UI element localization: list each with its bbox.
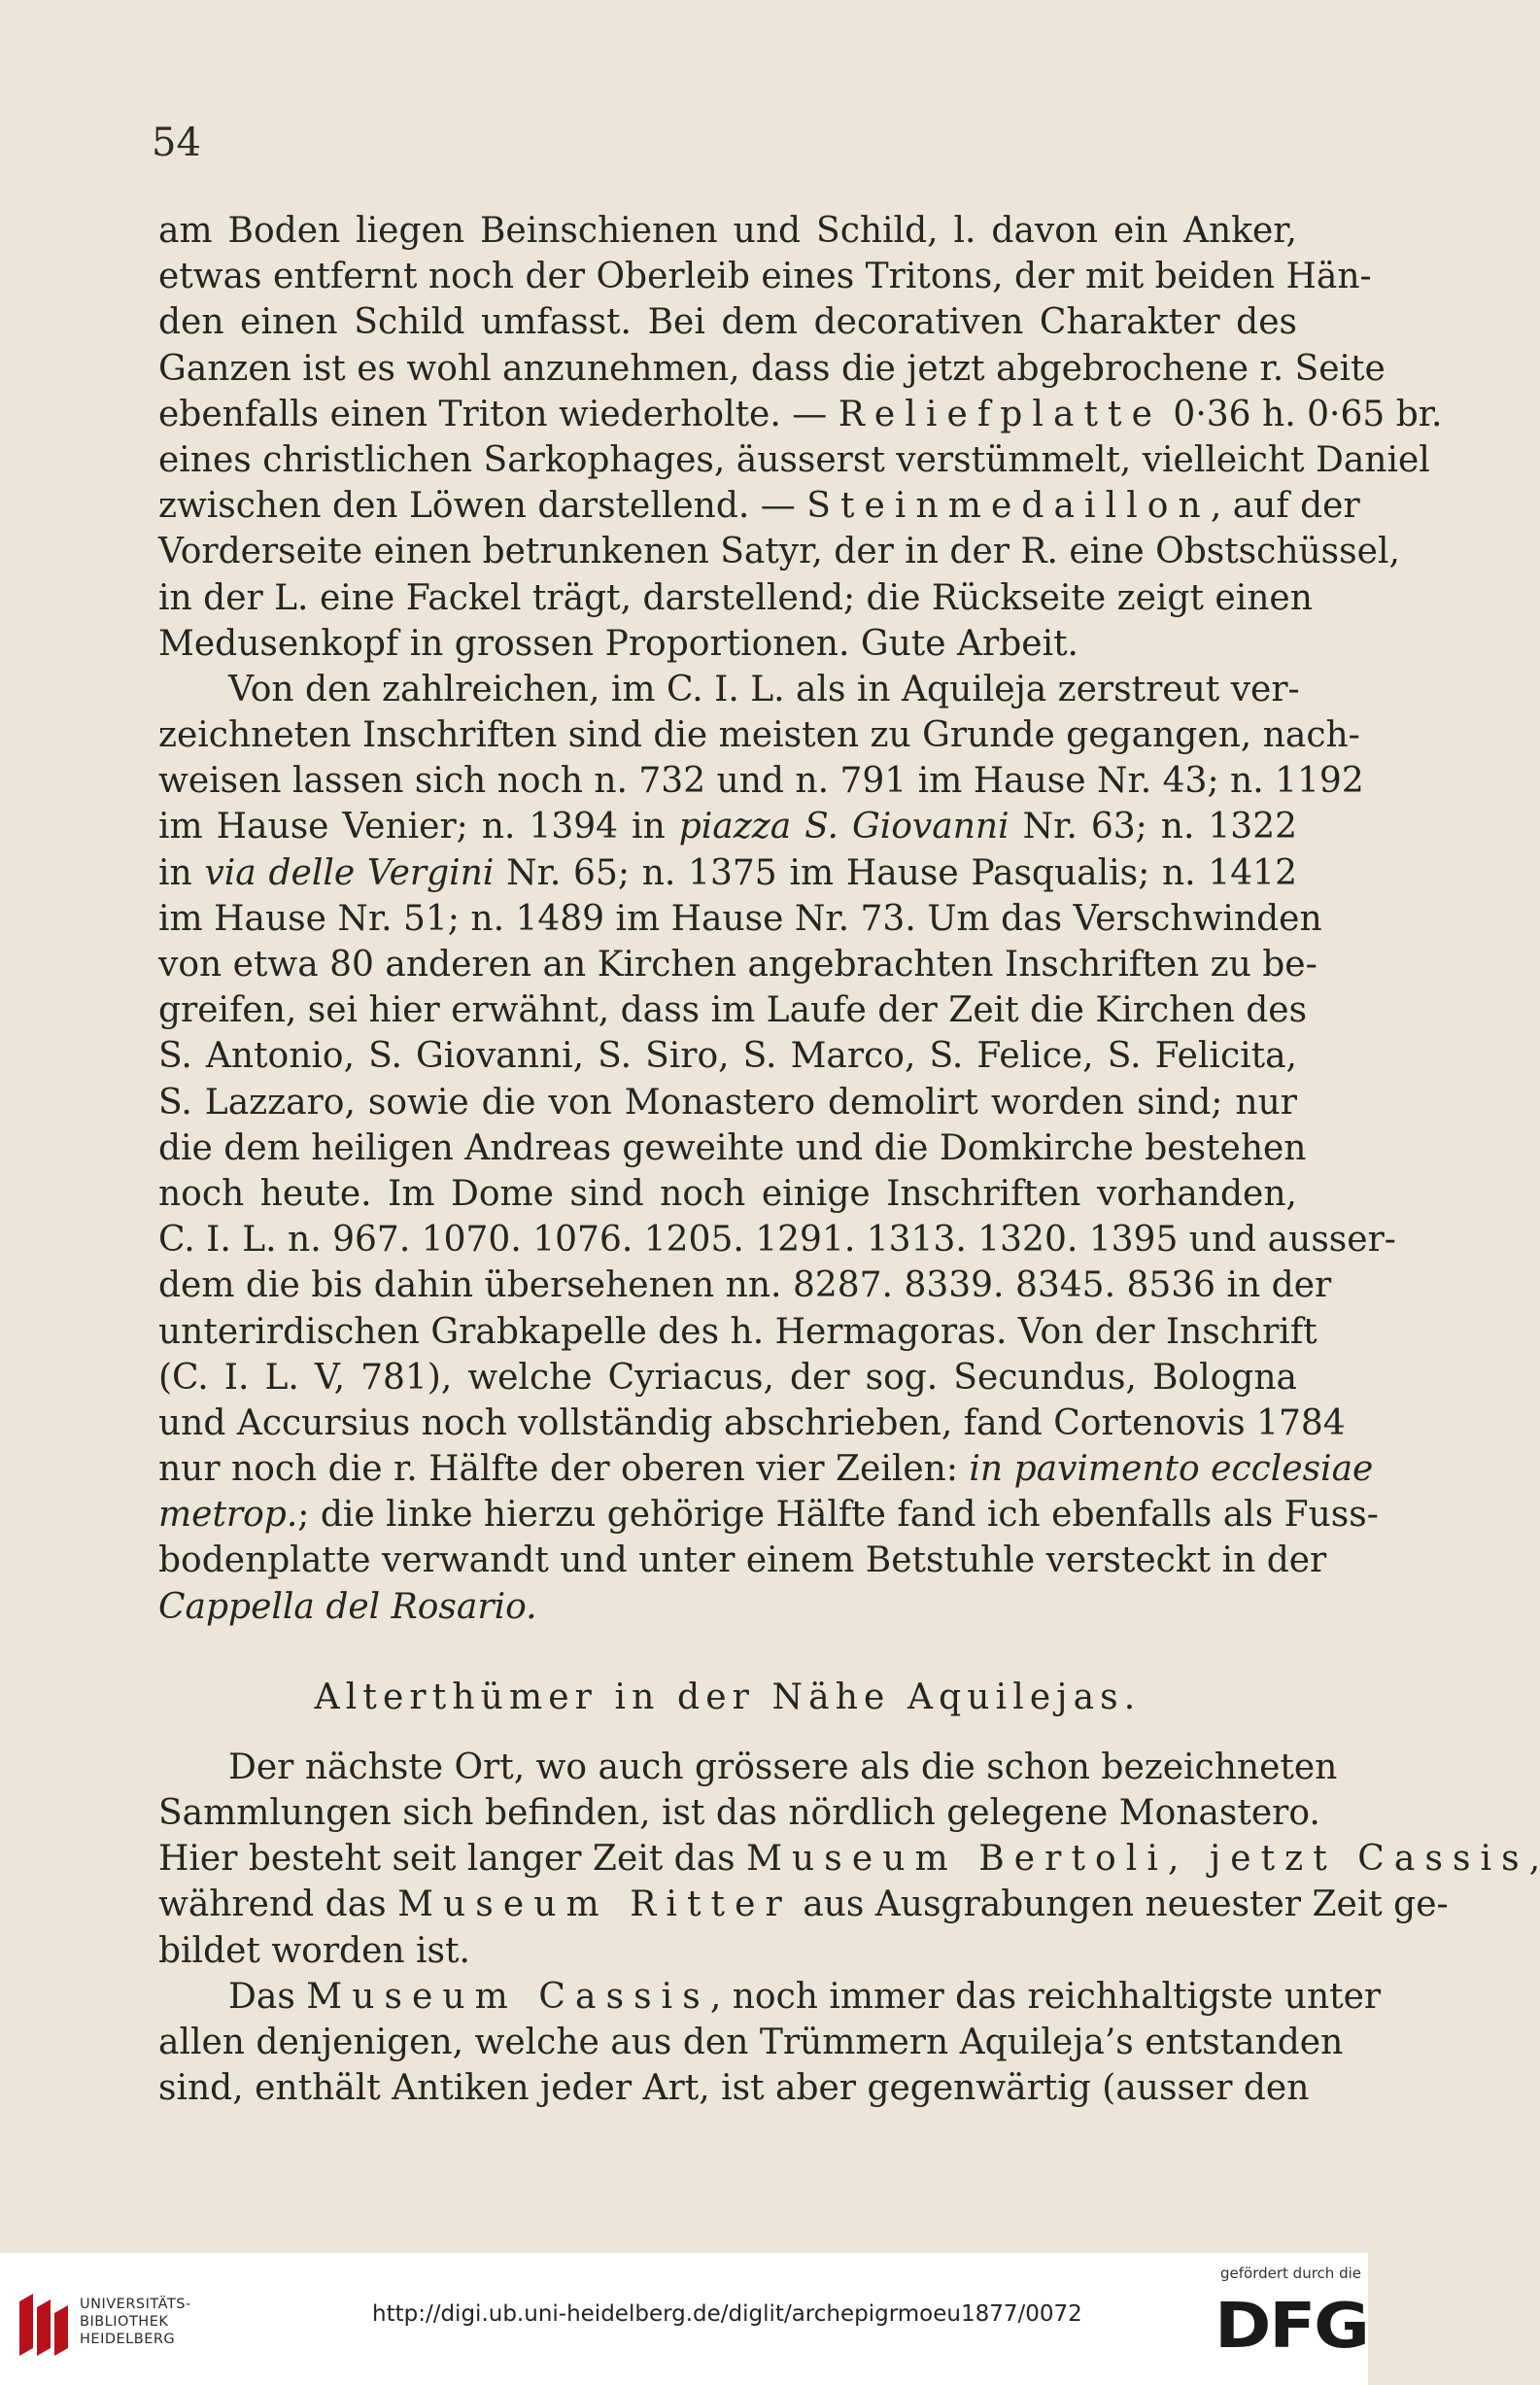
text-line: Medusenkopf in grossen Proportionen. Gute Arbeit. [158,623,1079,664]
spaced-term: Museum Bertoli, jetzt Cassis [746,1839,1529,1880]
source-url-link[interactable]: http://digi.ub.uni-heidelberg.de/diglit/archepigrmoeu1877/0072 [372,2301,1082,2327]
text-line: eines christlichen Sarkophages, äusserst verstümmelt, vielleicht Daniel [158,439,1430,480]
text-line [158,1584,1297,1630]
spaced-term: Museum Cassis [306,1976,710,2017]
body-text [158,208,1540,2111]
text-line: weisen lassen sich noch n. 732 und n. 791 im Hause Nr. 43; n. 1192 [158,761,1364,802]
text-line: (C. I. L. V, 781), welche Cyriacus, der sog. Secundus, Bologna [158,1357,1297,1398]
text-line: etwas entfernt noch der Oberleib eines Tritons, der mit beiden Hän- [158,257,1372,297]
text-line: im Hause Venier; n. 1394 in piazza S. Giovanni Nr. 63; n. 1322 [158,807,1297,847]
text-line: S. Lazzaro, sowie die von Monastero demolirt worden sind; nur [158,1082,1297,1123]
text-line: die dem heiligen Andreas geweihte und die Domkirche bestehen [158,1127,1307,1168]
text-line: Vorderseite einen betrunkenen Satyr, der in der R. eine Obstschüssel, [158,532,1400,572]
text-line: und Accursius noch vollständig abschrieben, fand Cortenovis 1784 [158,1402,1346,1443]
text-line: noch heute. Im Dome sind noch einige Inschriften vorhanden, [158,1173,1297,1214]
text-line: von etwa 80 anderen an Kirchen angebrachten Inschriften zu be- [158,945,1318,985]
text-line: allen denjenigen, welche aus den Trümmern Aquileja’s entstanden [158,2022,1344,2062]
library-logo-icon [14,2288,72,2362]
text-line: sind, enthält Antiken jeder Art, ist aber gegenwärtig (ausser den [158,2068,1310,2109]
text-line: unterirdischen Grabkapelle des h. Hermagoras. Von der Inschrift [158,1311,1318,1352]
text-line: metrop.; die linke hierzu gehörige Hälfte fand ich ebenfalls als Fuss- [158,1495,1379,1536]
text-line: Das Museum Cassis, noch immer das reichhaltigste unter [228,1976,1382,2017]
italic-term: in pavimento ecclesiae [969,1449,1374,1490]
digitization-footer [0,2253,1368,2385]
page-number: 54 [152,121,201,165]
spaced-term: Museum Ritter [397,1884,792,1925]
section-heading: Alterthümer in der Nähe Aquilejas. [314,1676,1142,1717]
text-line: bildet worden ist. [158,1930,470,1971]
text-line: C. I. L. n. 967. 1070. 1076. 1205. 1291. 1313. 1320. 1395 und ausser- [158,1220,1396,1261]
text-line: zwischen den Löwen darstellend. — Steinmedaillon, auf der [158,486,1360,527]
text-line: Ganzen ist es wohl anzunehmen, dass die jetzt abgebrochene r. Seite [158,348,1386,389]
text-line: am Boden liegen Beinschienen und Schild, l. davon ein Anker, [158,211,1297,251]
text-line: in via delle Vergini Nr. 65; n. 1375 im Hause Pasqualis; n. 1412 [158,852,1297,893]
text-line: greifen, sei hier erwähnt, dass im Laufe der Zeit die Kirchen des [158,990,1308,1031]
italic-term: via delle Vergini [204,852,495,893]
text-line: Der nächste Ort, wo auch grössere als die schon bezeichneten [228,1746,1338,1787]
funding-note: gefördert durch die [1220,2264,1361,2282]
library-name: UNIVERSITÄTS- BIBLIOTHEK HEIDELBERG [80,2297,191,2347]
text-line: Von den zahlreichen, im C. I. L. als in Aquileja zerstreut ver- [228,669,1300,709]
text-line: Hier besteht seit langer Zeit das Museum Bertoli, jetzt Cassis, [158,1839,1540,1880]
text-line: Sammlungen sich befinden, ist das nördlich gelegene Monastero. [158,1793,1320,1833]
text-line: nur noch die r. Hälfte der oberen vier Zeilen: in pavimento ecclesiae [158,1449,1374,1490]
text-line: zeichneten Inschriften sind die meisten zu Grunde gegangen, nach- [158,715,1360,756]
text-line: ebenfalls einen Triton wiederholte. — Reliefplatte 0·36 h. 0·65 br. [158,394,1443,434]
text-line: bodenplatte verwandt und unter einem Betstuhle versteckt in der [158,1540,1327,1581]
text-line: in der L. eine Fackel trägt, darstellend; die Rückseite zeigt einen [158,577,1313,618]
text-line: dem die bis dahin übersehenen nn. 8287. 8339. 8345. 8536 in der [158,1265,1332,1306]
text-line: S. Antonio, S. Giovanni, S. Siro, S. Marco, S. Felice, S. Felicita, [158,1036,1297,1077]
italic-term: metrop. [158,1495,298,1536]
italic-term: Cappella del Rosario. [158,1586,537,1627]
spaced-term: Reliefplatte [838,394,1162,434]
text-line: den einen Schild umfasst. Bei dem decorativen Charakter des [158,302,1297,343]
italic-term: piazza S. Giovanni [678,807,1010,847]
spaced-term: Steinmedaillon [806,486,1211,527]
text-line: während das Museum Ritter aus Ausgrabungen neuester Zeit ge- [158,1884,1449,1925]
dfg-logo: DFG [1215,2291,1368,2363]
text-line: im Hause Nr. 51; n. 1489 im Hause Nr. 73. Um das Verschwinden [158,898,1322,939]
